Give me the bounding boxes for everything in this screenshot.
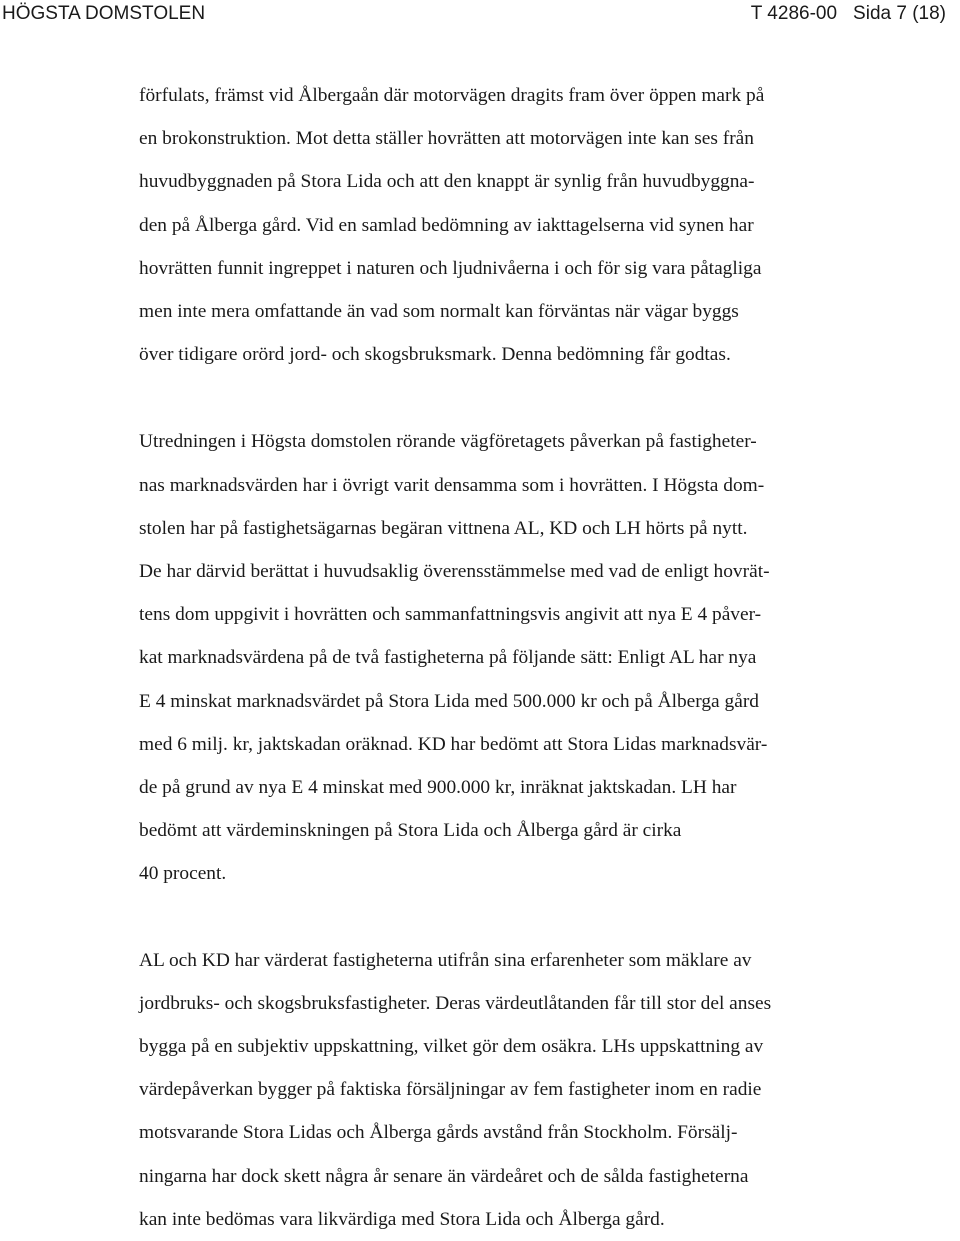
text-line: AL och KD har värderat fastigheterna utifrån sina erfarenheter som mäklare av — [139, 949, 752, 971]
text-line: de på grund av nya E 4 minskat med 900.000 kr, inräknat jaktskadan. LH har — [139, 777, 737, 799]
text-line: tens dom uppgivit i hovrätten och sammanfattningsvis angivit att nya E 4 påver- — [139, 604, 762, 626]
paragraph-1 — [139, 74, 959, 376]
text-line: förfulats, främst vid Ålbergaån där motorvägen dragits fram över öppen mark på — [139, 85, 765, 106]
text-line: stolen har på fastighetsägarnas begäran vittnena AL, KD och LH hörts på nytt. — [139, 517, 748, 539]
text-line: värdepåverkan bygger på faktiska försäljningar av fem fastigheter inom en radie — [139, 1079, 762, 1101]
text-line: bedömt att värdeminskningen på Stora Lida och Ålberga gård är cirka — [139, 820, 682, 842]
text-line: Utredningen i Högsta domstolen rörande vägföretagets påverkan på fastigheter- — [139, 431, 757, 453]
text-line: kan inte bedömas vara likvärdiga med Stora Lida och Ålberga gård. — [139, 1208, 665, 1230]
text-line: jordbruks- och skogsbruksfastigheter. Deras värdeutlåtanden får till stor del anses — [139, 992, 772, 1014]
text-line: kat marknadsvärdena på de två fastigheterna på följande sätt: Enligt AL har nya — [139, 647, 757, 669]
text-line: en brokonstruktion. Mot detta ställer hovrätten att motorvägen inte kan ses från — [139, 128, 754, 150]
document-body — [139, 74, 959, 1241]
text-line: den på Ålberga gård. Vid en samlad bedömning av iakttagelserna vid synen har — [139, 214, 754, 236]
text-line: hovrätten funnit ingreppet i naturen och ljudnivåerna i och för sig vara påtagliga — [139, 257, 762, 279]
text-line: 40 procent. — [139, 863, 227, 885]
paragraph-spacer — [139, 376, 959, 420]
paragraph-2 — [139, 420, 959, 895]
text-line: över tidigare orörd jord- och skogsbruksmark. Denna bedömning får godtas. — [139, 344, 731, 366]
text-line: men inte mera omfattande än vad som normalt kan förväntas när vägar byggs — [139, 301, 739, 323]
paragraph-spacer — [139, 896, 959, 939]
court-name: HÖGSTA DOMSTOLEN — [2, 3, 206, 24]
text-line: med 6 milj. kr, jaktskadan oräknad. KD har bedömt att Stora Lidas marknadsvär- — [139, 733, 768, 755]
text-line: De har därvid berättat i huvudsaklig överensstämmelse med vad de enligt hovrät- — [139, 561, 770, 583]
page-header — [0, 0, 960, 28]
document-reference — [751, 0, 946, 28]
text-line: motsvarande Stora Lidas och Ålberga gårds avstånd från Stockholm. Försälj- — [139, 1122, 738, 1144]
page-number: Sida 7 (18) — [853, 3, 946, 24]
text-line: E 4 minskat marknadsvärdet på Stora Lida med 500.000 kr och på Ålberga gård — [139, 690, 759, 712]
text-line: nas marknadsvärden har i övrigt varit densamma som i hovrätten. I Högsta dom- — [139, 474, 765, 496]
paragraph-3 — [139, 939, 959, 1241]
case-number: T 4286-00 — [750, 3, 838, 24]
text-line: bygga på en subjektiv uppskattning, vilket gör dem osäkra. LHs uppskattning av — [139, 1036, 764, 1058]
text-line: huvudbyggnaden på Stora Lida och att den knappt är synlig från huvudbyggna- — [139, 171, 755, 193]
text-line: ningarna har dock skett några år senare än värdeåret och de sålda fastigheterna — [139, 1165, 749, 1187]
